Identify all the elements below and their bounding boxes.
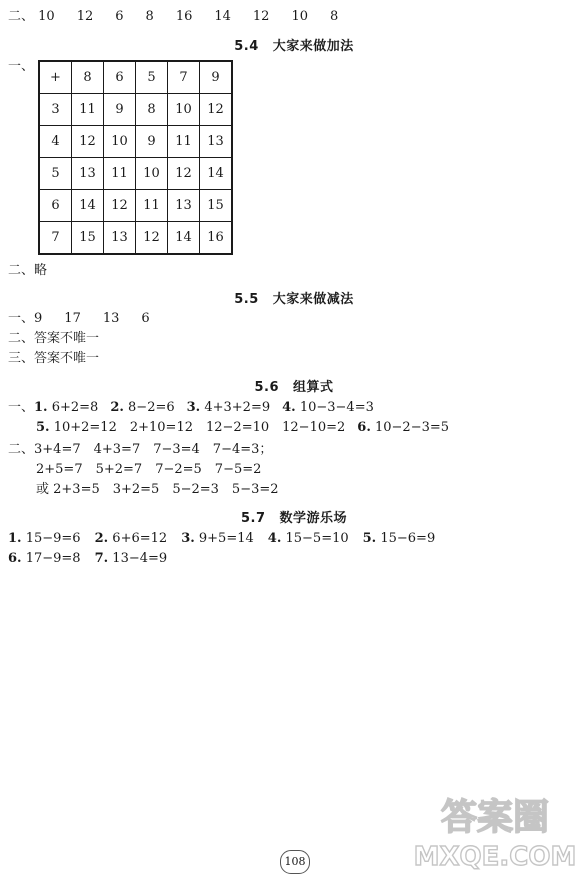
addition-table <box>38 60 233 255</box>
table-cell: 14 <box>200 158 233 190</box>
question-label: 二、 <box>8 442 35 457</box>
table-cell: 11 <box>168 126 200 158</box>
item-equation: 8−2=6 <box>123 400 175 415</box>
table-cell: 11 <box>104 158 136 190</box>
table-cell: 12 <box>72 126 104 158</box>
item-equation: 10+2=12 2+10=12 12−2=10 12−10=2 <box>49 420 346 435</box>
item-number: 2. <box>110 400 124 415</box>
section-heading-5-6 <box>0 376 588 395</box>
item-number: 7. <box>94 551 109 566</box>
table-cell: 12 <box>136 222 168 255</box>
answer-line-2 <box>8 8 360 26</box>
table-cell: 12 <box>104 190 136 222</box>
answer-value: 12 <box>76 9 94 24</box>
answer-values <box>34 311 172 326</box>
answer-line-2-omitted: 二、略 <box>8 263 48 278</box>
answer-value: 9 <box>34 311 43 326</box>
item-number: 1. <box>34 400 48 415</box>
answer-item <box>36 420 345 435</box>
table-cell: 10 <box>104 126 136 158</box>
answer-value: 10 <box>38 9 55 24</box>
answer-value: 13 <box>102 311 120 326</box>
answer-line-1 <box>8 530 449 548</box>
section-heading-5-7 <box>0 507 588 526</box>
item-number: 5. <box>36 420 50 435</box>
table-cell: 15 <box>200 190 233 222</box>
table-row <box>39 61 232 94</box>
table-row <box>39 190 232 222</box>
table-cell: 10 <box>168 94 200 126</box>
question-label: 一、 <box>8 400 35 415</box>
answer-value: 17 <box>64 311 81 326</box>
answer-line-1-cont <box>36 419 461 437</box>
table-cell: 14 <box>72 190 104 222</box>
item-number: 3. <box>186 400 201 415</box>
table-cell: 8 <box>72 61 104 94</box>
item-equation: 17−9=8 <box>21 551 81 566</box>
item-equation: 4+3+2=9 <box>200 400 271 415</box>
section-title: 组算式 <box>293 380 334 395</box>
table-cell: 11 <box>72 94 104 126</box>
answer-line-2 <box>8 550 181 568</box>
answer-item <box>110 400 174 415</box>
table-cell: 9 <box>200 61 233 94</box>
answer-item <box>95 531 168 546</box>
item-number: 2. <box>94 531 109 546</box>
question-label: 一、 <box>8 311 35 326</box>
answer-line-1 <box>8 399 386 417</box>
answer-value: 14 <box>214 9 231 24</box>
item-number: 6. <box>357 420 371 435</box>
table-cell: 12 <box>200 94 233 126</box>
answer-line-1 <box>8 310 172 328</box>
item-equation: 15−6=9 <box>376 531 436 546</box>
table-cell: 13 <box>104 222 136 255</box>
answer-line-3: 三、答案不唯一 <box>8 351 100 366</box>
table-row <box>39 158 232 190</box>
answer-item <box>357 420 449 435</box>
section-title: 大家来做加法 <box>272 39 354 54</box>
answer-item <box>187 400 270 415</box>
table-cell: 6 <box>104 61 136 94</box>
item-equation: 10−2−3=5 <box>370 420 450 435</box>
section-heading-5-5 <box>0 288 588 307</box>
table-cell: 9 <box>104 94 136 126</box>
table-cell: 3 <box>39 94 72 126</box>
answer-item <box>282 400 374 415</box>
equation-line: 3+4=7 4+3=7 7−3=4 7−4=3； <box>34 442 273 457</box>
table-cell: 5 <box>39 158 72 190</box>
answer-item <box>34 400 98 415</box>
answer-line-2: 二、答案不唯一 <box>8 331 100 346</box>
answer-item <box>8 551 81 566</box>
item-number: 1. <box>8 531 22 546</box>
section-title: 数学游乐场 <box>279 511 348 526</box>
table-cell: 13 <box>168 190 200 222</box>
item-equation: 10−3−4=3 <box>295 400 374 415</box>
item-number: 6. <box>8 551 22 566</box>
table-row <box>39 222 232 255</box>
table-cell: 13 <box>200 126 233 158</box>
answer-value: 16 <box>175 9 193 24</box>
equation-line: 2+5=7 5+2=7 7−2=5 7−5=2 <box>36 462 262 477</box>
watermark-text-bottom: MXQE.COM <box>413 842 577 871</box>
question-label: 二、 <box>8 9 35 24</box>
watermark-text-top: 答案圈 <box>440 797 550 838</box>
item-equation: 15−9=6 <box>21 531 81 546</box>
table-cell: 10 <box>136 158 168 190</box>
answer-value: 12 <box>252 9 270 24</box>
table-cell: 15 <box>72 222 104 255</box>
table-cell: 7 <box>168 61 200 94</box>
table-row <box>39 94 232 126</box>
section-number: 5.7 <box>240 511 266 526</box>
answer-item <box>95 551 168 566</box>
equation-line: 或 2+3=5 3+2=5 5−2=3 5−3=2 <box>36 482 279 497</box>
table-cell: 14 <box>168 222 200 255</box>
operator-cell: + <box>39 61 72 94</box>
answer-value: 8 <box>145 9 154 24</box>
table-cell: 8 <box>136 94 168 126</box>
answer-item <box>181 531 254 546</box>
question-label-1: 一、 <box>8 59 35 74</box>
answer-value: 8 <box>330 9 339 24</box>
table-cell: 9 <box>136 126 168 158</box>
table-cell: 16 <box>200 222 233 255</box>
table-cell: 4 <box>39 126 72 158</box>
table-cell: 12 <box>168 158 200 190</box>
section-title: 大家来做减法 <box>272 292 354 307</box>
item-number: 4. <box>267 531 282 546</box>
table-cell: 13 <box>72 158 104 190</box>
answer-item <box>8 531 81 546</box>
answer-value: 6 <box>141 311 150 326</box>
item-number: 3. <box>181 531 195 546</box>
table-cell: 6 <box>39 190 72 222</box>
item-equation: 15−5=10 <box>281 531 349 546</box>
answer-item <box>268 531 349 546</box>
table-row <box>39 126 232 158</box>
item-equation: 13−4=9 <box>108 551 168 566</box>
watermark-logo <box>410 791 580 871</box>
answer-value: 10 <box>291 9 308 24</box>
section-heading-5-4 <box>0 35 588 54</box>
page-number: 108 <box>280 850 310 874</box>
item-number: 5. <box>362 531 377 546</box>
answer-value: 6 <box>115 9 124 24</box>
answer-values <box>38 9 360 24</box>
answer-line-2 <box>8 441 272 459</box>
item-equation: 9+5=14 <box>194 531 254 546</box>
item-equation: 6+2=8 <box>47 400 99 415</box>
section-number: 5.4 <box>234 39 259 54</box>
item-number: 4. <box>282 400 296 415</box>
section-number: 5.5 <box>234 292 259 307</box>
answer-items <box>34 400 386 415</box>
table-cell: 5 <box>136 61 168 94</box>
table-cell: 7 <box>39 222 72 255</box>
table-cell: 11 <box>136 190 168 222</box>
item-equation: 6+6=12 <box>108 531 168 546</box>
answer-item <box>363 531 436 546</box>
section-number: 5.6 <box>254 380 279 395</box>
